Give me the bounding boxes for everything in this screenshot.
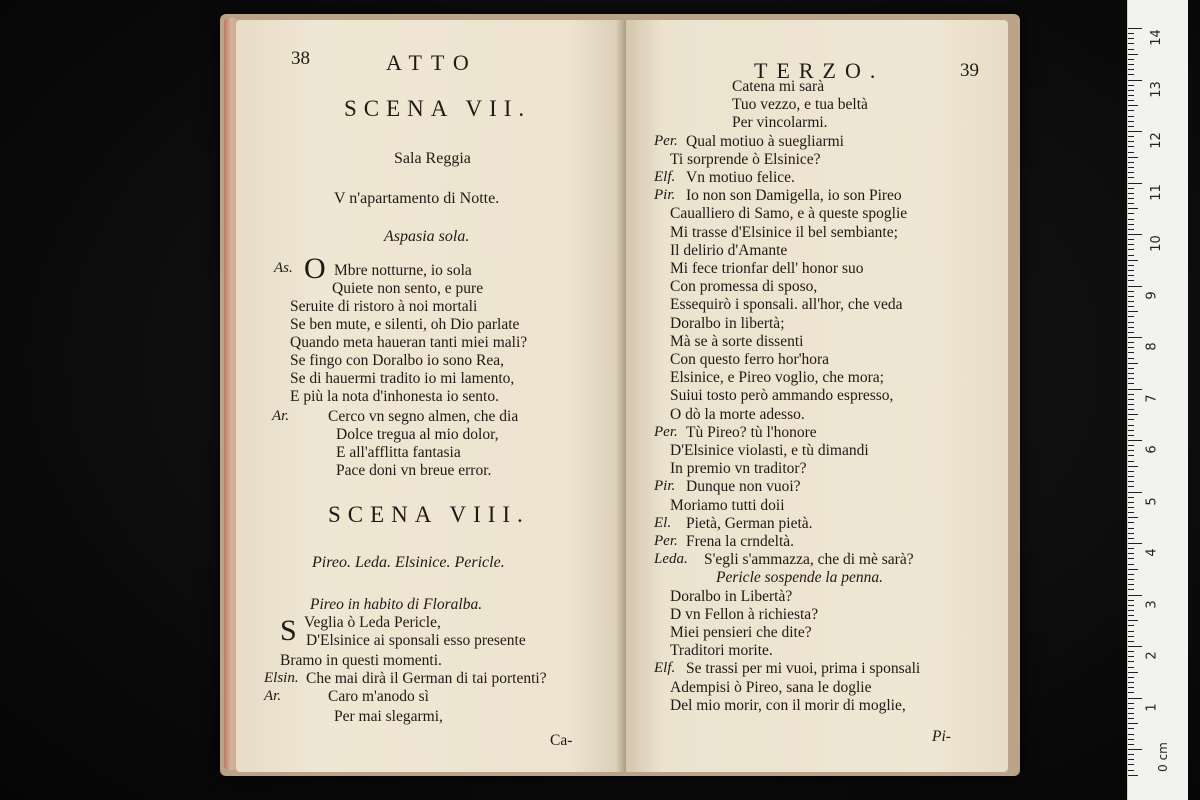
speaker-label: Ar. [272,408,290,424]
running-head-left: ATTO [386,50,478,75]
ruler-tick [1128,59,1134,60]
ruler-tick [1128,517,1138,518]
ruler-tick [1128,394,1134,395]
verse-line: Bramo in questi momenti. [280,652,442,669]
ruler-tick [1128,203,1134,204]
ruler-tick [1128,425,1134,426]
verse-line: D'Elsinice violasti, e tù dimandi [670,442,869,459]
scene-title-viii: SCENA VIII. [328,502,530,527]
verse-line: Traditori morite. [670,642,773,660]
ruler-tick [1128,347,1134,348]
verse-line: Quiete non sento, e pure [332,280,484,297]
ruler-tick [1128,193,1134,194]
verse-line: Dolce tregua al mio dolor, [336,426,499,443]
ruler-tick [1128,95,1134,96]
ruler-label: 3 [1144,599,1160,609]
page-number-left: 38 [291,48,310,69]
verse-line: Che mai dirà il German di tai portenti? [306,670,547,687]
ruler-tick [1128,265,1134,266]
ruler-tick [1128,116,1134,117]
verse-line: Del mio morir, con il morir di moglie, [670,696,906,714]
ruler-label: 7 [1144,393,1160,403]
ruler-tick [1128,589,1134,590]
ruler-tick [1128,38,1134,39]
stage-direction: Pireo in habito di Floralba. [310,596,483,613]
ruler-tick [1128,708,1134,709]
ruler-tick [1128,764,1134,765]
ruler-tick [1128,188,1134,189]
speaker-label: Pir. [654,187,676,204]
page-number-right: 39 [960,60,979,81]
ruler-tick [1128,533,1134,534]
verse-line: Moriamo tutti doii [670,496,785,514]
verse-line: Vn motiuo felice. [686,169,795,186]
ruler-tick [1128,528,1134,529]
ruler-tick [1128,219,1134,220]
speaker-label: As. [274,260,293,276]
ruler-tick [1128,656,1134,657]
ruler-tick [1128,249,1134,250]
ruler-tick [1128,378,1134,379]
ruler-tick [1128,383,1134,384]
ruler-label: 6 [1144,445,1160,454]
ruler-tick [1128,502,1134,503]
ruler-tick [1128,723,1138,724]
ruler-tick [1128,641,1134,642]
ruler-tick [1128,548,1134,549]
verse-line: Tuo vezzo, e tua beltà [732,96,868,114]
verse-line: Se trassi per mi vuoi, prima i sponsali [686,660,921,678]
ruler-tick [1128,450,1134,451]
ruler-tick [1128,54,1138,55]
ruler-tick [1128,600,1134,601]
ruler-tick [1128,213,1134,214]
ruler-tick [1128,419,1134,420]
ruler-tick [1128,229,1134,230]
ruler-tick [1128,754,1134,755]
ruler-tick [1128,718,1134,719]
ruler-tick [1128,584,1134,585]
ruler-tick [1128,687,1134,688]
ruler-tick [1128,538,1134,539]
ruler-tick [1128,512,1134,513]
ruler-tick [1128,198,1134,199]
ruler-tick [1128,631,1134,632]
ruler-tick [1128,672,1138,673]
ruler-tick [1128,74,1134,75]
ruler-tick [1128,625,1134,626]
ruler-tick [1128,595,1142,596]
ruler-tick [1128,558,1134,559]
ruler-tick [1128,167,1134,168]
verse-line: Pericle sospende la penna. [716,569,884,587]
verse-line: Con promessa di sposo, [670,278,818,296]
ruler-tick [1128,239,1134,240]
ruler-tick [1128,100,1134,101]
ruler-tick [1128,646,1142,647]
ruler-tick [1128,461,1134,462]
verse-line: Catena mi sarà [732,78,825,95]
ruler-tick [1128,306,1134,307]
verse-line: Mi fece trionfar dell' honor suo [670,260,864,277]
ruler-tick [1128,749,1142,750]
verse-line: E più la nota d'inhonesta io sento. [290,388,499,405]
speaker-label: Pir. [654,478,676,495]
ruler-tick [1128,445,1134,446]
ruler-tick [1128,610,1134,611]
ruler-tick [1128,296,1134,297]
ruler-tick [1128,661,1134,662]
right-page [626,20,1008,772]
verse-line: Quando meta haueran tanti miei mali? [290,334,528,351]
ruler-tick [1128,141,1134,142]
ruler-tick [1128,342,1134,343]
ruler-tick [1128,486,1134,487]
ruler-tick [1128,543,1142,544]
verse-line: Se di hauermi tradito io mi lamento, [290,370,515,387]
ruler-tick [1128,775,1138,776]
verse-line: O dò la morte adesso. [670,405,805,423]
drop-cap-o: O [304,252,326,285]
running-head-right: TERZO. [754,58,885,83]
ruler-tick [1128,157,1138,158]
verse-line: Se ben mute, e silenti, oh Dio parlate [290,316,520,333]
character-text: Aspasia sola. [384,228,470,245]
ruler-label: 9 [1144,290,1160,300]
ruler-tick [1128,131,1142,132]
verse-line: Suiui tosto però ammando espresso, [670,387,894,405]
ruler-tick [1128,734,1134,735]
verse-line: Veglia ò Leda Pericle, [304,614,441,631]
ruler-tick [1128,404,1134,405]
ruler-tick [1128,146,1134,147]
verse-line: Caualliero di Samo, e à queste spoglie [670,205,908,223]
ruler-label: 5 [1144,496,1160,506]
ruler-tick [1128,651,1134,652]
ruler-tick [1128,162,1134,163]
verse-line: Se fingo con Doralbo io sono Rea, [290,352,504,369]
ruler-tick [1128,172,1134,173]
ruler-tick [1128,703,1134,704]
verse-line: Con questo ferro hor'hora [670,351,830,368]
ruler-tick [1128,126,1134,127]
ruler-tick [1128,49,1134,50]
ruler-tick [1128,270,1134,271]
ruler-tick [1128,667,1134,668]
ruler-tick [1128,409,1134,410]
ruler-tick [1128,358,1134,359]
verse-line: Doralbo in libertà; [670,314,785,332]
ruler-tick [1128,322,1134,323]
ruler-tick [1128,90,1134,91]
ruler-tick [1128,522,1134,523]
ruler-tick [1128,497,1134,498]
ruler-tick [1128,692,1134,693]
ruler-label: 13 [1148,80,1164,98]
ruler-tick [1128,208,1138,209]
speaker-label: Elf. [654,660,676,677]
verse-line: Pietà, German pietà. [686,514,813,532]
speaker-label: Per. [654,533,678,549]
ruler-tick [1128,260,1138,261]
ruler-tick [1128,605,1134,606]
verse-line: Il delirio d'Amante [670,241,788,259]
ruler-tick [1128,492,1142,493]
ruler-tick [1128,28,1142,29]
ruler-tick [1128,110,1134,111]
verse-line: Adempisi ò Pireo, sana le doglie [670,678,872,696]
ruler-tick [1128,620,1138,621]
ruler-label: 14 [1148,29,1164,46]
ruler-tick [1128,105,1138,106]
ruler-tick [1128,152,1134,153]
ruler-tick [1128,564,1134,565]
ruler-tick [1128,275,1134,276]
verse-line: Cerco vn segno almen, che dia [328,408,519,425]
ruler-tick [1128,316,1134,317]
speaker-label: Elf. [654,169,676,185]
speaker-label: Elsin. [264,670,299,686]
ruler-tick [1128,636,1134,637]
ruler-tick [1128,698,1142,699]
cast-list: Pireo. Leda. Elsinice. Pericle. [312,554,505,571]
left-page [236,20,626,772]
ruler-tick [1128,234,1142,235]
ruler-tick [1128,373,1134,374]
ruler-tick [1128,677,1134,678]
ruler-tick [1128,286,1142,287]
ruler-tick [1128,435,1134,436]
ruler-tick [1128,291,1134,292]
ruler-tick [1128,744,1134,745]
ruler-tick [1128,430,1134,431]
ruler-tick [1128,569,1138,570]
verse-line: S'egli s'ammazza, che di mè sarà? [704,551,914,569]
ruler-tick [1128,64,1134,65]
ruler-tick [1128,615,1134,616]
time-text: V n'apartamento di Notte. [334,190,500,207]
ruler-tick [1128,682,1134,683]
verse-line: Essequirò i sponsali. all'hor, che veda [670,296,903,314]
ruler-tick [1128,337,1142,338]
ruler-tick [1128,224,1134,225]
ruler-tick [1128,80,1142,81]
verse-line: Mbre notturne, io sola [334,262,472,279]
ruler-label: 2 [1144,651,1160,660]
speaker-label: Ar. [264,688,282,704]
verse-line: Doralbo in Libertà? [670,587,793,605]
verse-line: Per vincolarmi. [732,114,828,132]
ruler-tick [1128,455,1134,456]
ruler-tick [1128,332,1134,333]
setting-text: Sala Reggia [394,150,471,167]
ruler-tick [1128,481,1134,482]
ruler-label: 8 [1144,342,1160,351]
ruler-tick [1128,728,1134,729]
speaker-label: El. [654,514,672,531]
speaker-label: Per. [654,132,678,149]
ruler-tick [1128,177,1134,178]
verse-line: Mà se à sorte dissenti [670,332,804,350]
measuring-ruler [1127,0,1188,800]
ruler-tick [1128,574,1134,575]
ruler-tick [1128,399,1134,400]
speaker-label: Per. [654,423,678,440]
ruler-tick [1128,33,1134,34]
ruler-tick [1128,770,1134,771]
ruler-tick [1128,368,1134,369]
ruler-tick [1128,311,1138,312]
ruler-tick [1128,244,1134,245]
ruler-unit-label: 0 cm [1155,742,1170,772]
verse-line: Pace doni vn breue error. [336,462,492,479]
speaker-label: Leda. [654,551,688,568]
ruler-tick [1128,466,1138,467]
scene-title-vii: SCENA VII. [344,96,532,121]
ruler-tick [1128,363,1138,364]
verse-line: Elsinice, e Pireo voglio, che mora; [670,369,884,387]
verse-line: Per mai slegarmi, [334,708,443,725]
verse-line: Mi trasse d'Elsinice il bel sembiante; [670,223,898,241]
ruler-tick [1128,553,1134,554]
ruler-tick [1128,136,1134,137]
ruler-tick [1128,414,1138,415]
verse-line: Frena la crndeltà. [686,533,795,550]
ruler-label: 10 [1148,235,1164,252]
catchword-left: Ca- [550,732,573,749]
ruler-tick [1128,389,1142,390]
ruler-tick [1128,507,1134,508]
verse-line: Caro m'anodo sì [328,688,429,705]
ruler-tick [1128,121,1134,122]
catchword-right: Pi- [932,728,951,745]
ruler-tick [1128,69,1134,70]
ruler-tick [1128,85,1134,86]
verse-line: Tù Pireo? tù l'honore [686,423,817,441]
ruler-tick [1128,476,1134,477]
drop-cap-s: S [280,614,297,647]
verse-line: Dunque non vuoi? [686,478,801,496]
ruler-tick [1128,183,1142,184]
ruler-tick [1128,280,1134,281]
verse-line: Qual motiuo à suegliarmi [686,132,844,150]
verse-line: Miei pensieri che dite? [670,624,812,641]
verse-line: D'Elsinice ai sponsali esso presente [306,632,526,649]
ruler-label: 11 [1148,183,1164,201]
ruler-label: 1 [1144,702,1160,712]
verse-line: Io non son Damigella, io son Pireo [686,187,902,205]
verse-line: D vn Fellon à richiesta? [670,605,819,623]
ruler-tick [1128,739,1134,740]
ruler-tick [1128,713,1134,714]
ruler-tick [1128,471,1134,472]
ruler-tick [1128,579,1134,580]
verse-line: Ti sorprende ò Elsinice? [670,150,821,168]
ruler-label: 12 [1148,132,1164,149]
ruler-tick [1128,301,1134,302]
ruler-tick [1128,440,1142,441]
ruler-tick [1128,43,1134,44]
verse-line: E all'afflitta fantasia [336,444,461,461]
ruler-label: 4 [1144,548,1160,557]
verse-line: In premio vn traditor? [670,460,807,478]
ruler-tick [1128,255,1134,256]
ruler-tick [1128,759,1134,760]
verse-line: Seruite di ristoro à noi mortali [290,298,478,315]
ruler-tick [1128,327,1134,328]
ruler-tick [1128,352,1134,353]
